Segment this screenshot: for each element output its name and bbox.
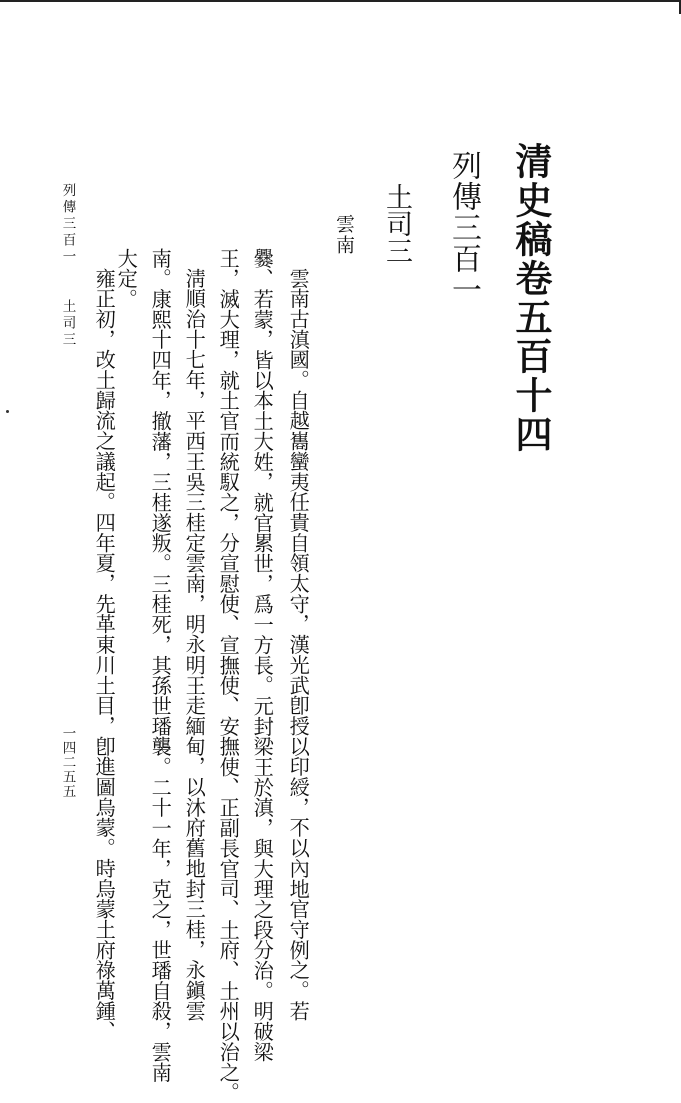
scan-edge-top [0, 0, 681, 2]
body-text-line: 爨、若蒙，皆以本土大姓，就官累世，爲一方長。元封梁王於滇，與大理之段分治。明破梁 [250, 248, 275, 1062]
volume-title: 清史稿卷五百十四 [509, 142, 553, 454]
body-text-line: 南。康熙十四年，撤藩，三桂遂叛。三桂死，其孫世璠襲。二十一年，克之，世璠自殺，雲南 [148, 248, 173, 1083]
body-text-line: 雍正初，改土歸流之議起。四年夏，先革東川土目，卽進圖烏蒙。時烏蒙土府祿萬鍾、 [92, 268, 117, 1042]
region-heading: 雲南 [333, 214, 355, 256]
footer-page-number: 一四二五五 [59, 726, 76, 799]
scan-speck [6, 410, 9, 413]
section-title: 土司三 [381, 183, 412, 264]
chapter-title: 列傳三百一 [446, 150, 481, 305]
footer-section: 土司三 [59, 299, 76, 349]
body-text-line: 淸順治十七年，平西王吳三桂定雲南，明永明王走緬甸，以沐府舊地封三桂，永鎭雲 [182, 268, 207, 1021]
footer-running-head: 列傳三百一 [59, 183, 76, 266]
body-text-line: 大定。 [114, 248, 139, 310]
body-text-line: 雲南古滇國。自越巂蠻夷任貴自領太守，漢光武卽授以印綬，不以內地官守例之。若 [286, 268, 311, 1021]
body-text-line: 王，滅大理，就土官而統馭之，分宣慰使、宣撫使、安撫使、正副長官司、土府、土州以治之。 [216, 248, 241, 1103]
